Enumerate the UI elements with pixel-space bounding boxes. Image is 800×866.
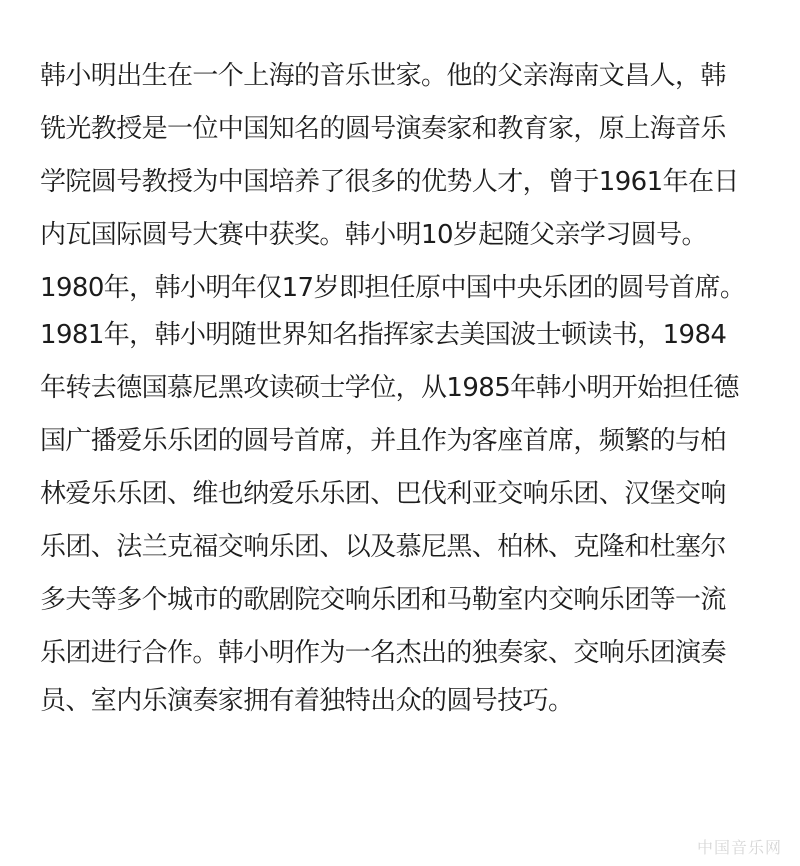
article-line: 年转去德国慕尼黑攻读硕士学位，从1985年韩小明开始担任德 bbox=[40, 373, 739, 403]
article-line: 国广播爱乐乐团的圆号首席，并且作为客座首席，频繁的与柏 bbox=[40, 426, 726, 456]
article-line: 乐团、法兰克福交响乐团、以及慕尼黑、柏林、克隆和杜塞尔 bbox=[40, 532, 726, 562]
article-line: 员、室内乐演奏家拥有着独特出众的圆号技巧。 bbox=[40, 686, 574, 716]
article-line: 林爱乐乐团、维也纳爱乐乐团、巴伐利亚交响乐团、汉堡交响 bbox=[40, 479, 726, 509]
article-line: 内瓦国际圆号大赛中获奖。韩小明10岁起随父亲学习圆号。 bbox=[40, 220, 707, 250]
article-line: 1981年，韩小明随世界知名指挥家去美国波士顿读书，1984 bbox=[40, 320, 727, 350]
article-line: 乐团进行合作。韩小明作为一名杰出的独奏家、交响乐团演奏 bbox=[40, 638, 726, 668]
watermark-logo: 中国音乐网 bbox=[696, 838, 782, 857]
article-line: 多夫等多个城市的歌剧院交响乐团和马勒室内交响乐团等一流 bbox=[40, 585, 726, 615]
article-line: 铣光教授是一位中国知名的圆号演奏家和教育家，原上海音乐 bbox=[40, 114, 726, 144]
article-line: 学院圆号教授为中国培养了很多的优势人才，曾于1961年在日 bbox=[40, 167, 739, 197]
article-line: 1980年，韩小明年仅17岁即担任原中国中央乐团的圆号首席。 bbox=[40, 273, 746, 303]
article-line: 韩小明出生在一个上海的音乐世家。他的父亲海南文昌人，韩 bbox=[40, 61, 726, 91]
